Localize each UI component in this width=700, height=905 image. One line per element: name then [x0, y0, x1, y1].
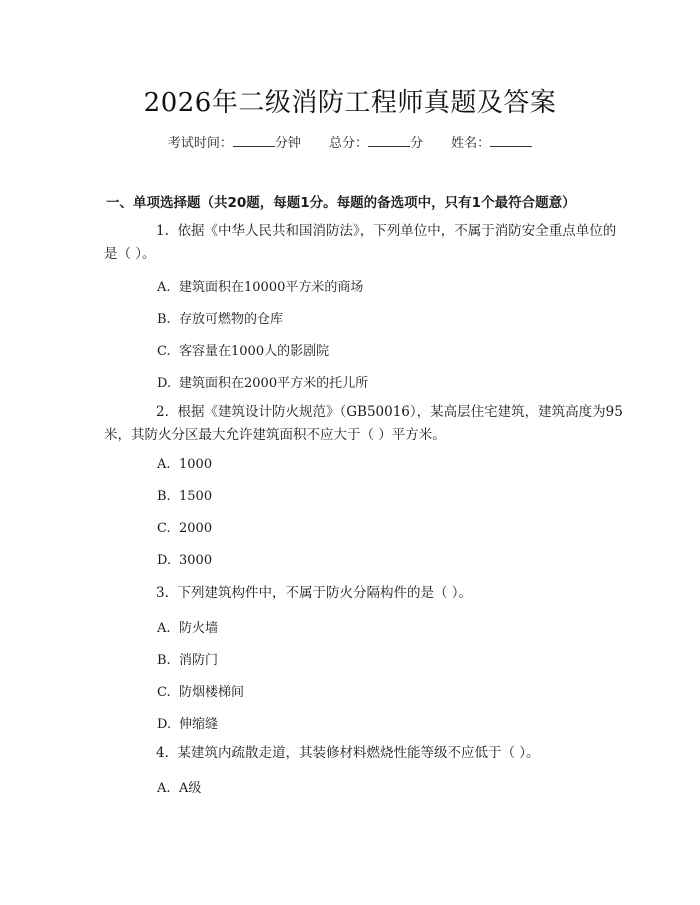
total-score [329, 132, 423, 151]
option-text: 客容量在1000人的影剧院 [179, 344, 330, 359]
option-label: C. [157, 344, 171, 359]
time-blank [233, 134, 275, 147]
option-text: 2000 [179, 521, 213, 536]
option-3-d [157, 713, 218, 732]
option-3-b [157, 649, 218, 668]
option-2-d [157, 553, 212, 568]
option-text: 伸缩缝 [179, 717, 219, 732]
option-2-c [157, 521, 212, 536]
option-text: 3000 [179, 553, 213, 568]
option-text: 建筑面积在2000平方米的托儿所 [179, 376, 369, 391]
option-label: B. [157, 653, 171, 668]
question-number: 4. [156, 745, 169, 761]
question-number: 3. [156, 585, 169, 601]
option-1-b [157, 308, 283, 327]
score-blank [368, 134, 410, 147]
question-4 [104, 742, 624, 765]
question-text: 根据《建筑设计防火规范》（GB50016），某高层住宅建筑，建筑高度为95米，其防火分区最大允许建筑面积不应大于（ ）平方米。 [104, 404, 623, 443]
student-name [451, 132, 532, 151]
option-label: D. [157, 717, 172, 732]
option-label: B. [157, 312, 171, 327]
option-text: 防烟楼梯间 [179, 685, 245, 700]
option-label: C. [157, 521, 171, 536]
option-label: B. [157, 489, 171, 504]
option-4-a [157, 777, 201, 796]
question-number: 2. [156, 404, 169, 420]
page-title: 2026年二级消防工程师真题及答案 [143, 88, 557, 118]
question-number: 1. [156, 223, 169, 239]
option-text: 1000 [179, 457, 213, 472]
section-title: 一、单项选择题（共20题，每题1分。每题的备选项中，只有1个最符合题意） [106, 195, 576, 211]
option-label: A. [157, 621, 171, 636]
question-text: 某建筑内疏散走道，其装修材料燃烧性能等级不应低于（ ）。 [177, 745, 540, 761]
option-text: 建筑面积在10000平方米的商场 [179, 280, 364, 295]
option-1-d [157, 372, 368, 391]
option-1-a [157, 276, 363, 295]
option-text: 防火墙 [179, 621, 219, 636]
question-text: 依据《中华人民共和国消防法》，下列单位中，不属于消防安全重点单位的是（ ）。 [104, 223, 617, 262]
exam-time [168, 132, 301, 151]
option-text: A级 [179, 781, 202, 796]
option-label: A. [157, 457, 171, 472]
option-label: C. [157, 685, 171, 700]
time-unit: 分钟 [274, 136, 301, 151]
question-1 [104, 220, 624, 266]
option-2-a [157, 457, 212, 472]
name-label: 姓名： [451, 136, 491, 151]
question-2 [104, 401, 624, 447]
option-label: A. [157, 781, 171, 796]
option-3-a [157, 617, 218, 636]
score-label: 总分： [328, 136, 368, 151]
option-label: D. [157, 376, 172, 391]
option-2-b [157, 489, 212, 504]
option-text: 存放可燃物的仓库 [179, 312, 284, 327]
name-blank [490, 134, 532, 147]
option-text: 消防门 [179, 653, 219, 668]
score-unit: 分 [410, 136, 424, 151]
option-text: 1500 [179, 489, 213, 504]
question-3 [104, 582, 624, 605]
question-text: 下列建筑构件中，不属于防火分隔构件的是（ ）。 [177, 585, 473, 601]
option-1-c [157, 340, 329, 359]
option-label: A. [157, 280, 171, 295]
option-label: D. [157, 553, 172, 568]
time-label: 考试时间： [167, 136, 233, 151]
exam-meta [0, 132, 700, 151]
option-3-c [157, 681, 244, 700]
